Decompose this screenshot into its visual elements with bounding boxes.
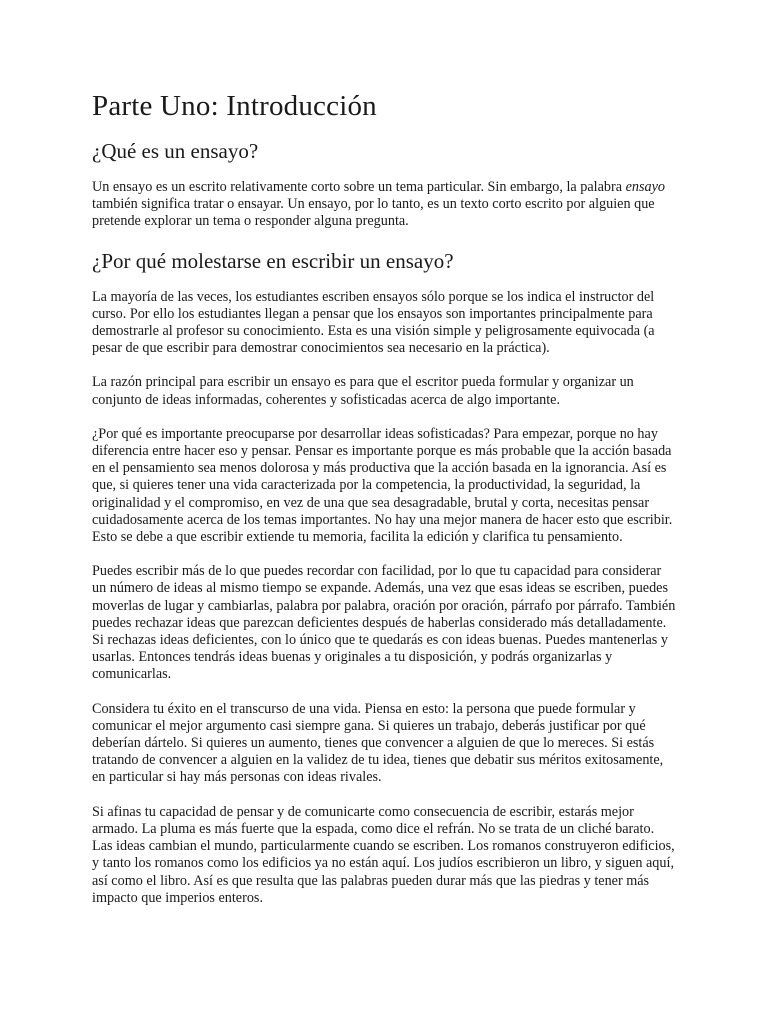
paragraph: Puedes escribir más de lo que puedes recordar con facilidad, por lo que tu capacidad para considerar un número de ideas al mismo tiempo se expande. Además, una vez que esas ideas se escriben, puedes moverlas de lugar y cambiarlas, palabra por palabra, oración por oración, párrafo por párrafo. También puedes rechazar ideas que parezcan deficientes después de haberlas considerado más detalladamente. Si rechazas ideas deficientes, con lo único que te quedarás es con ideas buenas. Puedes mantenerlas y usarlas. Entonces tendrás ideas buenas y originales a tu disposición, y podrás organizarlas y comunicarlas. (92, 563, 676, 683)
paragraph-text: Un ensayo es un escrito relativamente corto sobre un tema particular. Sin embargo, la palabra (92, 179, 626, 195)
paragraph: Si afinas tu capacidad de pensar y de comunicarte como consecuencia de escribir, estarás mejor armado. La pluma es más fuerte que la espada, como dice el refrán. No se trata de un cliché barato. Las ideas cambian el mundo, particularmente cuando se escriben. Los romanos construyeron edificios, y tanto los romanos como los edificios ya no están aquí. Los judíos escribieron un libro, y siguen aquí, así como el libro. Así es que resulta que las palabras pueden durar más que las piedras y tener más impacto que imperios enteros. (92, 803, 675, 906)
paragraph: La mayoría de las veces, los estudiantes escriben ensayos sólo porque se los indica el instructor del curso. Por ello los estudiantes llegan a pensar que los ensayos son importantes principalmente para demostrarle al profesor su conocimiento. Esta es una visión simple y peligrosamente equivocada (a pesar de que escribir para demostrar conocimientos sea necesario en la práctica). (92, 288, 655, 357)
paragraph: ¿Por qué es importante preocuparse por desarrollar ideas sofisticadas? Para empezar, porque no hay diferencia entre hacer eso y pensar. Pensar es importante porque es más probable que la acción basada en el pensamiento sea menos dolorosa y más productiva que la acción basada en la ignorancia. Así es que, si quieres tener una vida caracterizada por la competencia, la productividad, la seguridad, la originalidad y el compromiso, en vez de una que sea desagradable, brutal y corta, necesitas pensar cuidadosamente acerca de los temas importantes. No hay una mejor manera de hacer esto que escribir. Esto se debe a que escribir extiende tu memoria, facilita la edición y clarifica tu pensamiento. (92, 425, 673, 546)
paragraph-text: también significa tratar o ensayar. Un ensayo, por lo tanto, es un texto corto escrito por alguien que pretende explorar un tema o responder alguna pregunta. (92, 196, 655, 230)
paragraph: Considera tu éxito en el transcurso de una vida. Piensa en esto: la persona que puede formular y comunicar el mejor argumento casi siempre gana. Si quieres un trabajo, deberás justificar por qué deberían dártelo. Si quieres un aumento, tienes que convencer a alguien de que lo mereces. Si estás tratando de convencer a alguien en la validez de tu idea, tienes que debatir sus méritos exitosamente, en particular si hay más personas con ideas rivales. (92, 700, 664, 786)
section-heading-que-es: ¿Qué es un ensayo? (92, 139, 259, 163)
document-page (92, 88, 678, 924)
emphasized-word: ensayo (625, 179, 665, 195)
paragraph-definition (92, 179, 678, 231)
page-title: Parte Uno: Introducción (92, 90, 377, 122)
paragraph: La razón principal para escribir un ensayo es para que el escritor pueda formular y organizar un conjunto de ideas informadas, coherentes y sofisticadas acerca de algo importante. (92, 374, 634, 408)
section-heading-por-que: ¿Por qué molestarse en escribir un ensayo? (92, 248, 454, 273)
